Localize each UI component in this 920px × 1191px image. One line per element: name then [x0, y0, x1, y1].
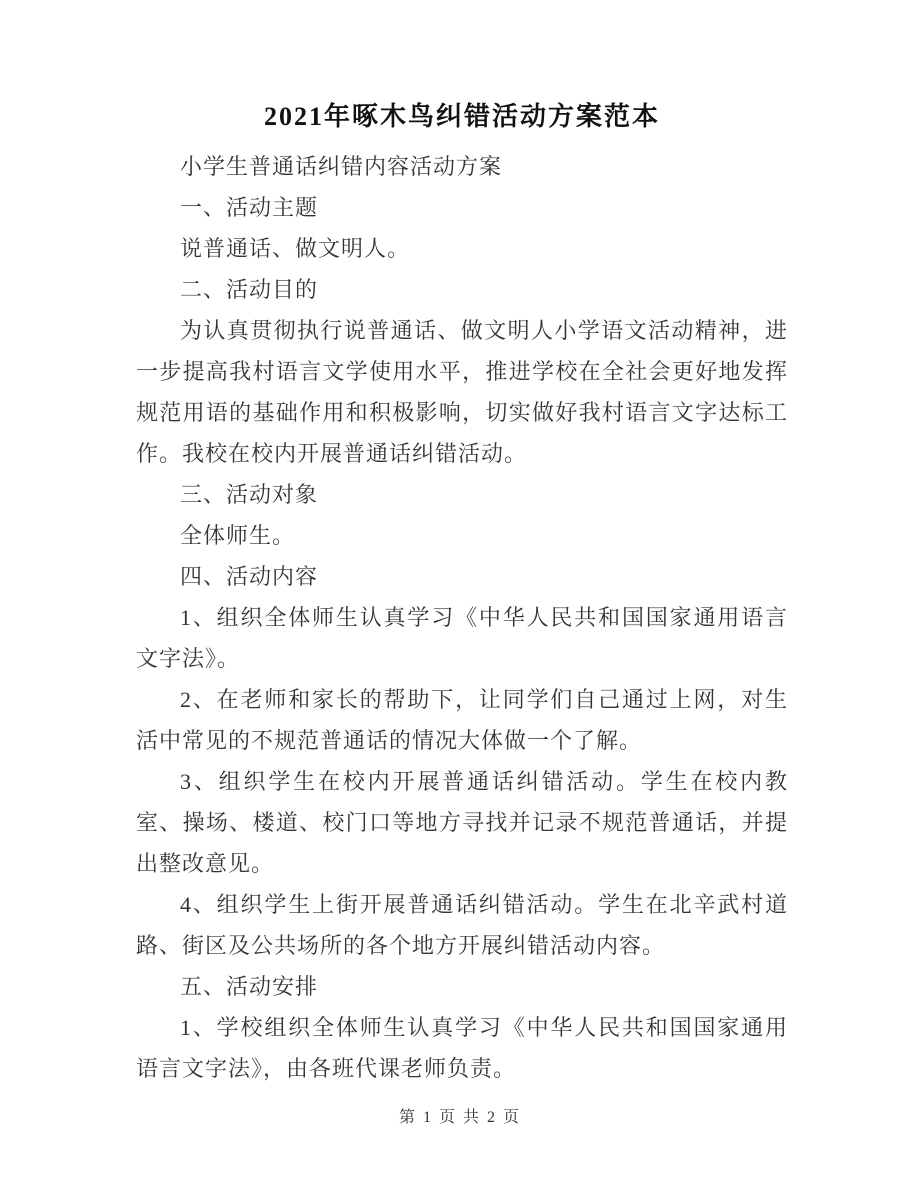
document-paragraph: 四、活动内容 — [180, 564, 319, 589]
document-paragraph: 说普通话、做文明人。 — [180, 236, 411, 261]
document-paragraph: 五、活动安排 — [180, 974, 319, 999]
document-content — [136, 92, 788, 1089]
page-number-label: 第 1 页 共 2 页 — [398, 1109, 521, 1126]
document-paragraph: 1、学校组织全体师生认真学习《中华人民共和国国家通用语言文字法》，由各班代课老师负责。 — [136, 1015, 788, 1081]
document-paragraph: 3、组织学生在校内开展普通话纠错活动。学生在校内教室、操场、楼道、校门口等地方寻找并记录不规范普通话，并提出整改意见。 — [136, 769, 788, 876]
document-paragraph: 小学生普通话纠错内容活动方案 — [180, 154, 503, 179]
document-paragraph: 二、活动目的 — [180, 277, 319, 302]
document-paragraph: 4、组织学生上街开展普通话纠错活动。学生在北辛武村道路、街区及公共场所的各个地方开展纠错活动内容。 — [136, 892, 788, 958]
document-paragraph: 全体师生。 — [180, 523, 296, 548]
document-paragraph: 为认真贯彻执行说普通话、做文明人小学语文活动精神，进一步提高我村语言文学使用水平，推进学校在全社会更好地发挥规范用语的基础作用和积极影响，切实做好我村语言文字达标工作。我校在校内开展普通话纠错活动。 — [136, 318, 788, 466]
document-body — [136, 146, 788, 1089]
document-paragraph: 1、组织全体师生认真学习《中华人民共和国国家通用语言文字法》。 — [136, 605, 788, 671]
document-paragraph: 三、活动对象 — [180, 482, 319, 507]
page-footer — [0, 1106, 920, 1130]
document-title: 2021年啄木鸟纠错活动方案范本 — [263, 102, 660, 131]
document-paragraph: 2、在老师和家长的帮助下，让同学们自己通过上网，对生活中常见的不规范普通话的情况大体做一个了解。 — [136, 687, 788, 753]
document-paragraph: 一、活动主题 — [180, 195, 319, 220]
